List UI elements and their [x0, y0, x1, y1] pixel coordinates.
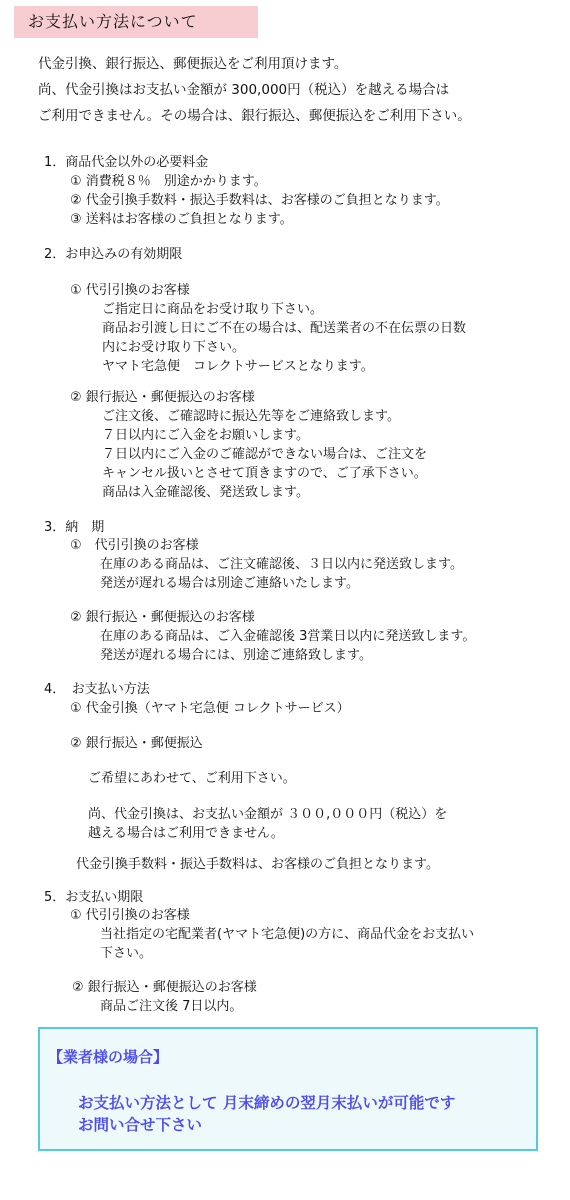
section-heading-payment-method: 4． お支払い方法: [44, 682, 150, 697]
list-item: ① 消費税８％ 別途かかります。: [70, 174, 267, 189]
body-text: 商品ご注文後 7日以内。: [100, 999, 243, 1014]
body-text: ヤマト宅急便 コレクトサービスとなります。: [102, 359, 374, 374]
body-text: 当社指定の宅配業者(ヤマト宅急便)の方に、商品代金をお支払い: [100, 927, 475, 942]
subsection-label: ① 代引引換のお客様: [70, 283, 190, 298]
body-text: ７日以内にご入金をお願いします。: [102, 428, 309, 443]
section-heading-validity: 2．お申込みの有効期限: [44, 247, 183, 262]
intro-text: 尚、代金引換はお支払い金額が 300,000円（税込）を越える場合は: [38, 82, 450, 98]
section-heading-payment-deadline: 5．お支払い期限: [44, 890, 144, 905]
body-text: 発送が遅れる場合には、別途ご連絡致します。: [100, 648, 372, 663]
intro-text: ご利用できません。その場合は、銀行振込、郵便振込をご利用下さい。: [38, 108, 471, 124]
subsection-label: ① 代金引換（ヤマト宅急便 コレクトサービス）: [70, 701, 350, 716]
body-text: 尚、代金引換は、お支払い金額が ３００,０００円（税込）を: [88, 807, 448, 822]
intro-text: 代金引換、銀行振込、郵便振込をご利用頂けます。: [38, 56, 348, 72]
list-item: ③ 送料はお客様のご負担となります。: [70, 212, 293, 227]
body-text: 越える場合はご利用できません。: [88, 826, 284, 841]
subsection-label: ② 銀行振込・郵便振込のお客様: [70, 390, 255, 405]
body-text: ７日以内にご入金のご確認ができない場合は、ご注文を: [102, 447, 428, 462]
page-title: お支払い方法について: [14, 6, 258, 38]
body-text: ご注文後、ご確認時に振込先等をご連絡致します。: [102, 409, 400, 424]
body-text: 商品は入金確認後、発送致します。: [102, 485, 309, 500]
section-heading-delivery: 3．納 期: [44, 520, 105, 535]
notice-text: お支払い方法として 月末締めの翌月末払いが可能です: [78, 1093, 456, 1112]
body-text: ご希望にあわせて、ご利用下さい。: [88, 771, 296, 786]
notice-heading: 【業者様の場合】: [48, 1048, 169, 1066]
notice-text: お問い合せ下さい: [78, 1115, 203, 1134]
body-text: キャンセル扱いとさせて頂きますので、ご了承下さい。: [102, 466, 427, 481]
subsection-label: ② 銀行振込・郵便振込のお客様: [70, 610, 255, 625]
subsection-label: ② 銀行振込・郵便振込: [70, 736, 203, 751]
body-text: 代金引換手数料・振込手数料は、お客様のご負担となります。: [76, 857, 439, 872]
body-text: 下さい。: [100, 946, 153, 961]
section-heading-fees: 1．商品代金以外の必要料金: [44, 155, 209, 170]
body-text: 商品お引渡し日にご不在の場合は、配送業者の不在伝票の日数: [102, 321, 467, 336]
subsection-label: ② 銀行振込・郵便振込のお客様: [72, 980, 257, 995]
body-text: 在庫のある商品は、ご入金確認後 3営業日以内に発送致します。: [100, 629, 476, 644]
business-notice-box: [38, 1027, 538, 1151]
subsection-label: ① 代引引換のお客様: [70, 908, 190, 923]
subsection-label: ① 代引引換のお客様: [70, 538, 199, 553]
list-item: ② 代金引換手数料・振込手数料は、お客様のご負担となります。: [70, 193, 449, 208]
body-text: ご指定日に商品をお受け取り下さい。: [102, 302, 324, 317]
body-text: 内にお受け取り下さい。: [102, 340, 246, 355]
body-text: 発送が遅れる場合は別途ご連絡いたします。: [100, 576, 359, 591]
body-text: 在庫のある商品は、ご注文確認後、３日以内に発送致します。: [100, 557, 463, 572]
